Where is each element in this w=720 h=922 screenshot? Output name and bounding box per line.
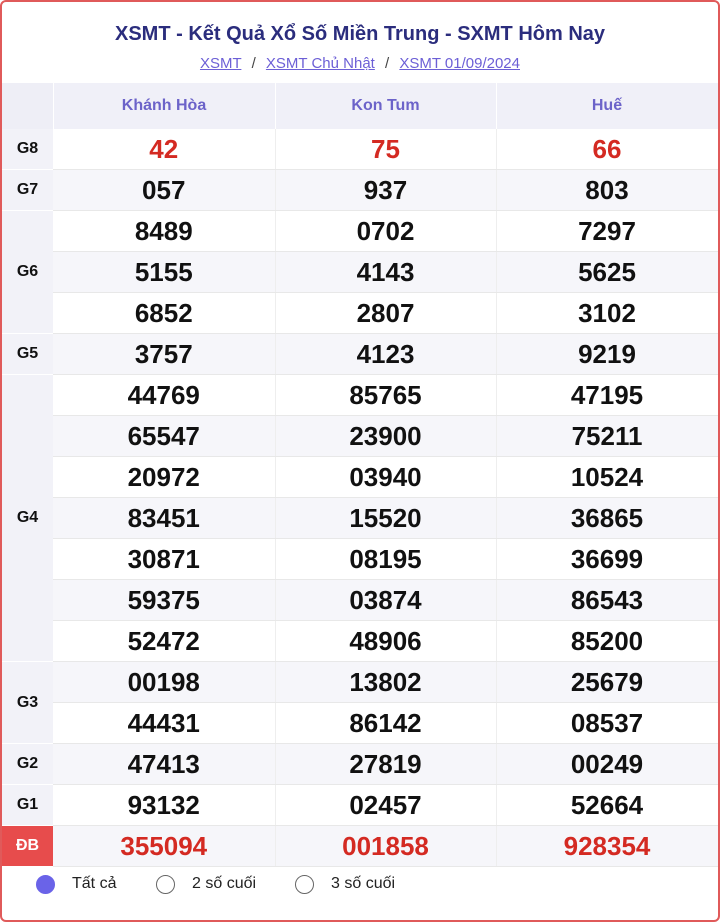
prize-label: G6	[2, 211, 53, 334]
result-number: 5155	[53, 252, 275, 293]
result-number: 2807	[275, 293, 496, 334]
result-number: 03874	[275, 580, 496, 621]
table-row	[2, 457, 718, 498]
radio-all-icon[interactable]	[36, 875, 55, 894]
result-number: 75	[275, 129, 496, 170]
result-number: 52472	[53, 621, 275, 662]
result-number: 59375	[53, 580, 275, 621]
result-number: 03940	[275, 457, 496, 498]
result-number: 44431	[53, 703, 275, 744]
results-table	[2, 83, 719, 867]
table-row	[2, 662, 718, 703]
result-number: 93132	[53, 785, 275, 826]
result-number: 928354	[496, 826, 718, 867]
breadcrumb-link-sunday[interactable]: XSMT Chủ Nhật	[265, 55, 375, 72]
table-header-row	[2, 83, 718, 129]
prize-column-header	[2, 83, 53, 129]
result-number: 355094	[53, 826, 275, 867]
result-number: 10524	[496, 457, 718, 498]
prize-label: ĐB	[2, 826, 53, 867]
prize-label: G5	[2, 334, 53, 375]
table-row	[2, 416, 718, 457]
breadcrumb-link-xsmt[interactable]: XSMT	[199, 55, 242, 72]
table-row	[2, 170, 718, 211]
table-row	[2, 375, 718, 416]
result-number: 7297	[496, 211, 718, 252]
breadcrumb-separator: /	[385, 55, 390, 72]
result-number: 3757	[53, 334, 275, 375]
result-number: 25679	[496, 662, 718, 703]
result-number: 9219	[496, 334, 718, 375]
table-row	[2, 334, 718, 375]
table-row	[2, 293, 718, 334]
result-number: 86543	[496, 580, 718, 621]
option-last-3-label: 3 số cuối	[331, 875, 396, 892]
result-number: 08195	[275, 539, 496, 580]
prize-label: G7	[2, 170, 53, 211]
result-number: 6852	[53, 293, 275, 334]
province-header: Huế	[496, 83, 718, 129]
prize-label: G4	[2, 375, 53, 662]
result-number: 803	[496, 170, 718, 211]
result-number: 85765	[275, 375, 496, 416]
result-number: 057	[53, 170, 275, 211]
result-number: 02457	[275, 785, 496, 826]
option-last-2-label: 2 số cuối	[192, 875, 257, 892]
radio-last-2-icon[interactable]	[156, 875, 175, 894]
result-number: 20972	[53, 457, 275, 498]
radio-last-3-icon[interactable]	[295, 875, 314, 894]
option-last-2[interactable]	[156, 872, 256, 896]
result-number: 42	[53, 129, 275, 170]
table-row	[2, 539, 718, 580]
result-number: 52664	[496, 785, 718, 826]
result-number: 08537	[496, 703, 718, 744]
prize-label: G3	[2, 662, 53, 744]
prize-label: G8	[2, 129, 53, 170]
table-row	[2, 744, 718, 785]
result-number: 36699	[496, 539, 718, 580]
digit-display-options	[2, 862, 718, 906]
result-number: 937	[275, 170, 496, 211]
result-number: 00198	[53, 662, 275, 703]
result-number: 65547	[53, 416, 275, 457]
table-row	[2, 498, 718, 539]
result-number: 27819	[275, 744, 496, 785]
option-all[interactable]	[36, 872, 116, 896]
option-all-label: Tất cả	[72, 875, 117, 892]
result-number: 30871	[53, 539, 275, 580]
prize-label: G1	[2, 785, 53, 826]
result-number: 4123	[275, 334, 496, 375]
result-number: 3102	[496, 293, 718, 334]
result-number: 83451	[53, 498, 275, 539]
result-number: 5625	[496, 252, 718, 293]
table-row	[2, 580, 718, 621]
result-number: 0702	[275, 211, 496, 252]
result-number: 66	[496, 129, 718, 170]
result-number: 36865	[496, 498, 718, 539]
province-header: Kon Tum	[275, 83, 496, 129]
breadcrumb	[2, 53, 718, 75]
table-row	[2, 211, 718, 252]
province-header: Khánh Hòa	[53, 83, 275, 129]
result-number: 85200	[496, 621, 718, 662]
breadcrumb-link-date[interactable]: XSMT 01/09/2024	[399, 55, 520, 72]
result-number: 00249	[496, 744, 718, 785]
table-row	[2, 785, 718, 826]
result-number: 4143	[275, 252, 496, 293]
table-row	[2, 703, 718, 744]
table-row	[2, 252, 718, 293]
breadcrumb-separator: /	[251, 55, 256, 72]
result-number: 15520	[275, 498, 496, 539]
result-number: 8489	[53, 211, 275, 252]
result-number: 47413	[53, 744, 275, 785]
table-row	[2, 621, 718, 662]
result-number: 75211	[496, 416, 718, 457]
result-number: 23900	[275, 416, 496, 457]
option-last-3[interactable]	[295, 872, 395, 896]
result-number: 48906	[275, 621, 496, 662]
result-number: 001858	[275, 826, 496, 867]
result-number: 13802	[275, 662, 496, 703]
table-row	[2, 129, 718, 170]
prize-label: G2	[2, 744, 53, 785]
result-number: 47195	[496, 375, 718, 416]
result-number: 44769	[53, 375, 275, 416]
table-row	[2, 826, 718, 867]
page-title: XSMT - Kết Quả Xổ Số Miền Trung - SXMT Hôm Nay	[114, 23, 606, 45]
result-number: 86142	[275, 703, 496, 744]
